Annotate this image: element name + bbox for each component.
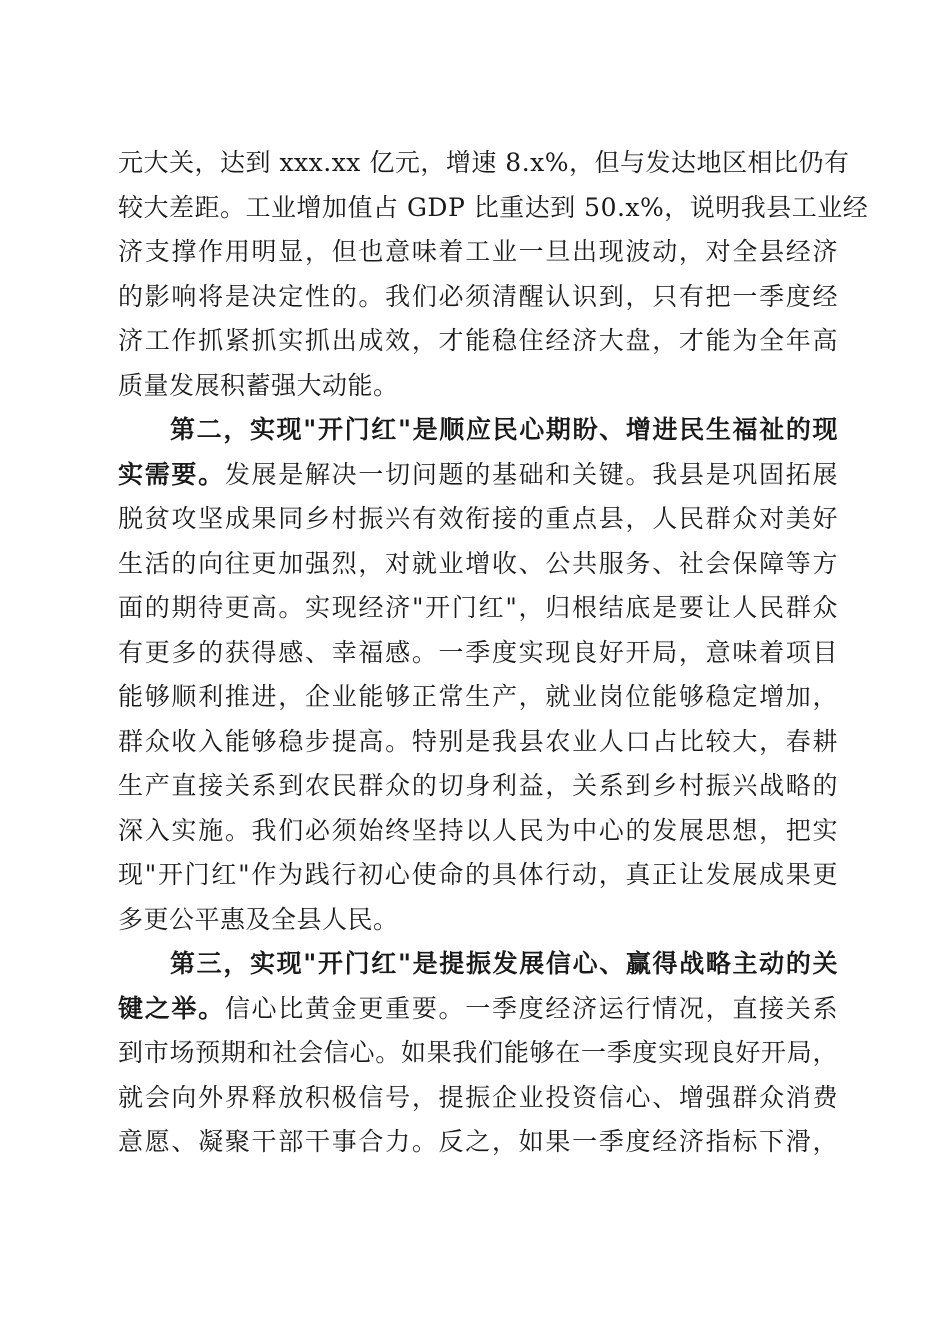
paragraph-line: 较大差距。工业增加值占 GDP 比重达到 50.x%，说明我县工业经	[118, 192, 869, 222]
paragraph-line: 济工作抓紧抓实抓出成效，才能稳住经济大盘，才能为全年高	[118, 326, 838, 355]
paragraph-3	[118, 942, 838, 1165]
paragraph-line: 多更公平惠及全县人民。	[118, 904, 399, 934]
document-body	[118, 141, 869, 1165]
paragraph-line: 深入实施。我们必须始终坚持以人民为中心的发展思想，把实	[118, 815, 838, 845]
paragraph-line: 到市场预期和社会信心。如果我们能够在一季度实现良好开局，	[118, 1038, 838, 1067]
paragraph-line: 意愿、凝聚干部干事合力。反之，如果一季度经济指标下滑，	[118, 1127, 838, 1156]
paragraph-line: 生活的向往更加强烈，对就业增收、公共服务、社会保障等方	[118, 548, 838, 578]
paragraph-line: 就会向外界释放积极信号，提振企业投资信心、增强群众消费	[118, 1082, 838, 1112]
paragraph-line: 的影响将是决定性的。我们必须清醒认识到，只有把一季度经	[118, 281, 838, 311]
paragraph-line: 生产直接关系到农民群众的切身利益，关系到乡村振兴战略的	[118, 771, 838, 800]
section-heading-line: 第三，实现"开门红"是提振发展信心、赢得战略主动的关	[170, 949, 838, 978]
paragraph-text: 发展是解决一切问题的基础和关键。我县是巩固拓展	[224, 459, 838, 489]
paragraph-line: 脱贫攻坚成果同乡村振兴有效衔接的重点县，人民群众对美好	[118, 504, 838, 533]
paragraph-2	[118, 408, 838, 942]
paragraph-line: 现"开门红"作为践行初心使命的具体行动，真正让发展成果更	[118, 860, 838, 889]
paragraph-line	[118, 453, 838, 498]
section-heading-tail: 实需要。	[118, 459, 225, 489]
paragraph-1	[118, 141, 869, 408]
paragraph-line: 面的期待更高。实现经济"开门红"，归根结底是要让人民群众	[118, 593, 838, 622]
paragraph-line: 质量发展积蓄强大动能。	[118, 370, 399, 400]
section-heading-line: 第二，实现"开门红"是顺应民心期盼、增进民生福祉的现	[170, 415, 838, 444]
paragraph-line: 有更多的获得感、幸福感。一季度实现良好开局，意味着项目	[118, 637, 838, 667]
paragraph-text: 信心比黄金更重要。一季度经济运行情况，直接关系	[224, 993, 838, 1023]
paragraph-line: 群众收入能够稳步提高。特别是我县农业人口占比较大，春耕	[118, 726, 838, 756]
paragraph-line: 济支撑作用明显，但也意味着工业一旦出现波动，对全县经济	[118, 237, 838, 266]
section-heading-tail: 键之举。	[118, 993, 225, 1023]
paragraph-line: 元大关，达到 xxx.xx 亿元，增速 8.x%，但与发达地区相比仍有	[118, 148, 850, 177]
paragraph-line: 能够顺利推进，企业能够正常生产，就业岗位能够稳定增加，	[118, 682, 838, 711]
paragraph-line	[118, 987, 838, 1032]
